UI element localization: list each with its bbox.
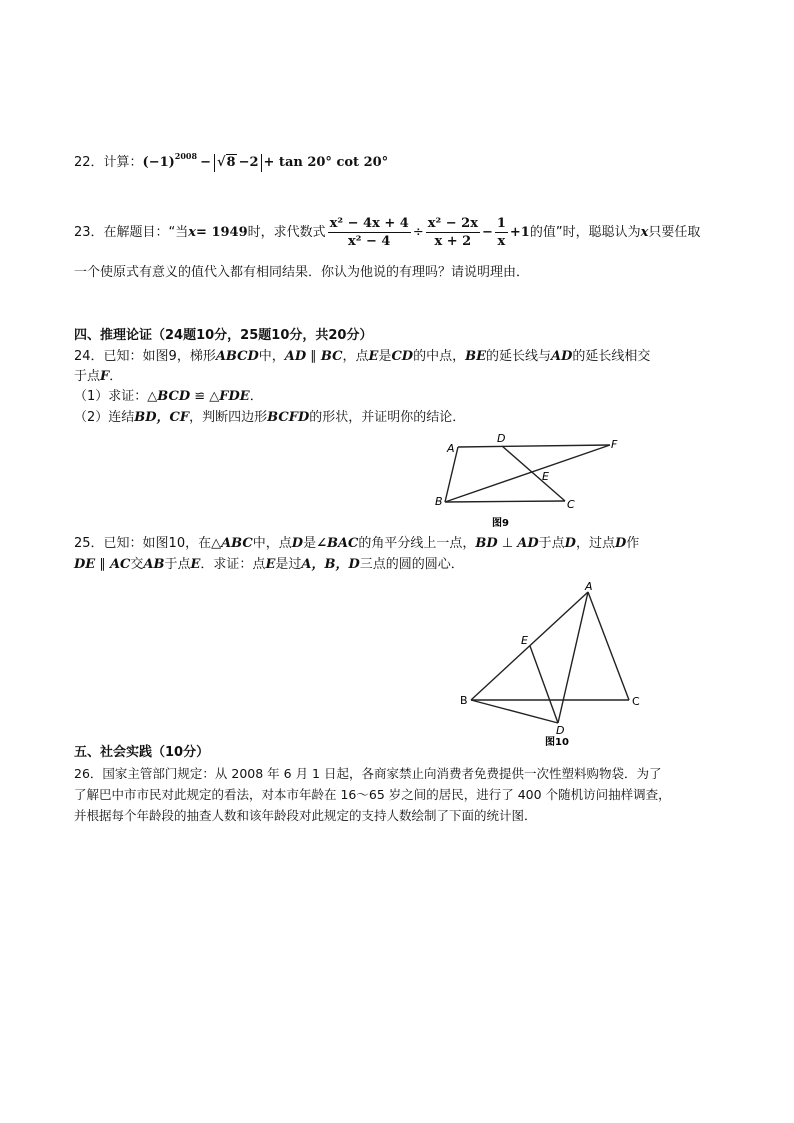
q22-sqrt-arg: 8: [226, 155, 236, 170]
q25-de: DE: [74, 557, 96, 572]
q23-f1-numerator: x² − 4x + 4: [329, 216, 409, 231]
fig9-label-b: B: [435, 495, 443, 508]
question-24-line-1: [74, 347, 650, 367]
q25-text: 25．已知：如图10，在△: [74, 536, 222, 551]
fig9-label-a: A: [447, 442, 455, 455]
fig9-segment-ab: [445, 447, 458, 502]
question-25-line-2: [74, 555, 464, 575]
q24-p2-text: （2）连结: [74, 410, 135, 425]
q24-parallel: ∥: [306, 349, 321, 364]
fig9-caption: 图9: [492, 518, 509, 529]
q24-text: ．: [109, 369, 123, 384]
q25-d: D: [614, 536, 627, 551]
q23-x: x: [188, 225, 197, 240]
question-26-line-2: 了解巴中市市民对此规定的看法，对本市年龄在 16～65 岁之间的居民，进行了 400 个随机访问抽样调查，: [74, 787, 671, 802]
q24-bcd: BCD: [157, 389, 191, 404]
fig10-segment-ac: [588, 592, 629, 700]
fig10-label-a: A: [585, 580, 593, 593]
q23-post: 的值”时，聪聪认为: [529, 225, 641, 240]
q23-eq: = 1949: [196, 225, 248, 240]
q25-angle-bac: ∠BAC: [316, 536, 359, 551]
q25-ac: AC: [109, 557, 131, 572]
q23-fraction-2: [426, 215, 480, 250]
q23-plus-one: +1: [509, 225, 530, 240]
q24-text: 的延长线相交: [572, 349, 651, 364]
q24-ad: AD: [551, 349, 573, 364]
q23-f2-numerator: x² − 2x: [427, 216, 478, 231]
fig9-label-c: C: [567, 498, 575, 511]
question-24-line-2: [74, 367, 122, 387]
q24-text: 是: [378, 349, 392, 364]
q24-p2-text: 的形状，并证明你的结论．: [309, 410, 466, 425]
fig10-segment-ad: [558, 592, 588, 723]
q24-cd: CD: [391, 349, 414, 364]
question-24-part-2: [74, 408, 465, 428]
q25-text: 三点的圆的圆心．: [359, 557, 464, 572]
q24-text: 24．已知：如图9，梯形: [74, 349, 216, 364]
question-26-line-1: 26．国家主管部门规定：从 2008 年 6 月 1 日起，各商家禁止向消费者免费提供一次性塑料购物袋．为了: [74, 766, 662, 781]
fig10-caption: 图10: [545, 737, 569, 748]
q24-e: E: [368, 349, 379, 364]
question-26-line-3: 并根据每个年龄段的抽查人数和该年龄段对此规定的支持人数绘制了下面的统计图．: [74, 808, 537, 823]
section-4-title: 四、推理论证（24题10分，25题10分，共20分）: [74, 328, 373, 343]
fig9-segment-dc: [502, 446, 565, 501]
q25-ab: AB: [143, 557, 165, 572]
q25-perpendicular: ⊥: [497, 536, 518, 551]
question-23-line-2: 一个使原式有意义的值代入都有相同结果．你认为他说的有理吗？请说明理由．: [74, 265, 530, 280]
q24-congruent: ≌ △: [190, 389, 220, 404]
q25-parallel: ∥: [95, 557, 110, 572]
q22-minus: −: [200, 155, 211, 170]
q25-abc: ABC: [221, 536, 253, 551]
q25-bd: BD: [475, 536, 498, 551]
q25-text: 是: [303, 536, 317, 551]
q25-abd: A，B，D: [301, 557, 360, 572]
q24-p1-text: ．: [249, 389, 263, 404]
q22-base: (−1): [142, 155, 175, 170]
q22-tail: + tan 20° cot 20°: [263, 155, 389, 170]
q25-text: 作: [626, 536, 640, 551]
fig9-label-d: D: [497, 432, 506, 445]
q23-post2: 只要任取: [648, 225, 701, 240]
q25-text: ，过点: [575, 536, 615, 551]
q22-minus-two: −2: [238, 155, 259, 170]
q25-text: 是过: [275, 557, 302, 572]
figure-10: [455, 578, 655, 750]
question-24-part-1: [74, 387, 263, 407]
q25-d: D: [564, 536, 576, 551]
q25-ad: AD: [517, 536, 539, 551]
q24-text: 的中点，: [413, 349, 466, 364]
q24-bcfd: BCFD: [267, 410, 310, 425]
question-23-line-1: [74, 214, 700, 252]
q23-mid: 时，求代数式: [247, 225, 326, 240]
q24-fde: FDE: [219, 389, 250, 404]
q25-d: D: [291, 536, 304, 551]
q24-bc: BC: [320, 349, 343, 364]
q24-text: 中，: [258, 349, 285, 364]
sqrt-icon: √: [216, 155, 226, 170]
q24-bd-cf: BD，CF: [134, 410, 190, 425]
q23-f3-denominator: x: [497, 234, 506, 249]
q24-abcd: ABCD: [215, 349, 259, 364]
q22-absolute-value: [214, 154, 262, 172]
q25-text: 的角平分线上一点，: [358, 536, 476, 551]
question-22: [74, 146, 388, 173]
fig9-segment-bf: [445, 445, 610, 502]
q23-f2-denominator: x + 2: [434, 234, 472, 249]
fig10-segment-ed: [530, 646, 558, 723]
q24-be: BE: [465, 349, 486, 364]
fig10-label-d: D: [556, 724, 565, 737]
question-25-line-1: [74, 534, 639, 554]
section-5-title: 五、社会实践（10分）: [74, 745, 210, 760]
figure-9: [420, 430, 630, 532]
q23-minus: −: [481, 225, 493, 240]
q23-x2: x: [640, 225, 649, 240]
q23-div: ÷: [412, 225, 424, 240]
q24-f: F: [100, 369, 110, 384]
q25-text: 于点: [538, 536, 565, 551]
q25-text: 交: [130, 557, 144, 572]
q24-text: 的延长线与: [486, 349, 552, 364]
q25-e: E: [190, 557, 201, 572]
fig10-segment-bd: [471, 700, 558, 723]
q22-exponent: 2008: [174, 151, 198, 161]
q23-pre: 23．在解题目：“当: [74, 225, 189, 240]
q24-p2-text: ，判断四边形: [189, 410, 268, 425]
q25-text: 中，点: [252, 536, 292, 551]
fig9-label-f: F: [611, 438, 618, 451]
q25-text: ．求证：点: [200, 557, 266, 572]
fig10-segment-ab: [471, 592, 588, 700]
q23-fraction-1: [328, 215, 411, 250]
q24-p1-text: （1）求证：△: [74, 389, 158, 404]
fig10-label-c: C: [632, 695, 640, 708]
fig9-label-e: E: [542, 470, 549, 483]
q22-label: 22．计算：: [74, 155, 143, 170]
q24-ad: AD: [284, 349, 307, 364]
q23-f1-denominator: x² − 4: [348, 234, 391, 249]
q23-fraction-3: [495, 215, 508, 250]
fig10-label-b: B: [460, 694, 468, 707]
q25-text: 于点: [164, 557, 191, 572]
fig9-segment-bc: [445, 501, 565, 502]
fig10-label-e: E: [521, 634, 528, 647]
q24-text: ，点: [342, 349, 369, 364]
q23-f3-numerator: 1: [496, 216, 506, 231]
q24-text: 于点: [74, 369, 101, 384]
q25-e: E: [265, 557, 276, 572]
fig9-segment-af: [458, 445, 610, 447]
